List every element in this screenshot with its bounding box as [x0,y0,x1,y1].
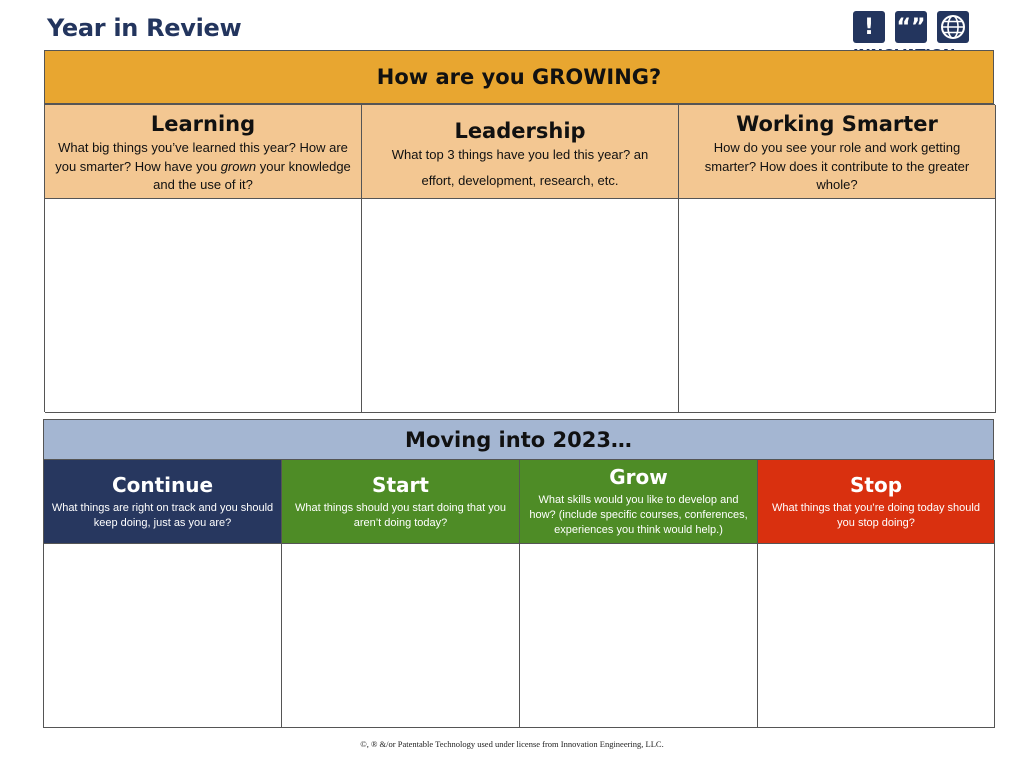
grow-column-header [520,460,758,544]
start-title: Start [372,472,429,497]
continue-description: What things are right on track and you should keep doing, just as you are? [51,501,274,529]
leadership-description: What top 3 things have you led this year? an effort, development, research, etc. [391,147,649,188]
continue-title: Continue [111,472,214,497]
globe-icon [937,11,969,43]
stop-column-header [758,460,995,544]
working-smarter-column-header [679,105,996,199]
learning-column-header [45,105,362,199]
grow-description: What skills would you like to develop and how? (include specific courses, conferences, experiences you think would help.) [529,494,748,536]
learning-answer-box[interactable] [45,199,362,413]
working-smarter-title: Working Smarter [736,112,938,136]
page-title: Year in Review [47,14,242,42]
moving-section-header: Moving into 2023… [43,419,994,460]
grow-title: Grow [609,465,668,489]
growing-section-header: How are you GROWING? [44,50,994,104]
stop-title: Stop [849,472,903,497]
learning-description: What big things you’ve learned this year? How are you smarter? How have you grown your knowledge and the use of it? [55,140,351,192]
quote-icon: “” [895,11,927,43]
copyright-footer: ©, ® &/or Patentable Technology used under license from Innovation Engineering, LLC. [360,739,664,749]
working-smarter-description: How do you see your role and work getting smarter? How does it contribute to the greater whole? [704,140,970,192]
start-answer-box[interactable] [282,544,520,728]
leadership-answer-box[interactable] [362,199,679,413]
growing-grid [44,104,995,412]
leadership-title: Leadership [454,119,586,143]
start-description: What things should you start doing that you aren’t doing today? [295,501,506,529]
stop-answer-box[interactable] [758,544,995,728]
continue-answer-box[interactable] [44,544,282,728]
learning-title: Learning [150,112,256,136]
start-column-header [282,460,520,544]
grow-answer-box[interactable] [520,544,758,728]
continue-column-header [44,460,282,544]
working-smarter-answer-box[interactable] [679,199,996,413]
leadership-column-header [362,105,679,199]
moving-grid [43,460,994,728]
stop-description: What things that you’re doing today should you stop doing? [772,501,980,529]
exclamation-icon: ! [853,11,885,43]
